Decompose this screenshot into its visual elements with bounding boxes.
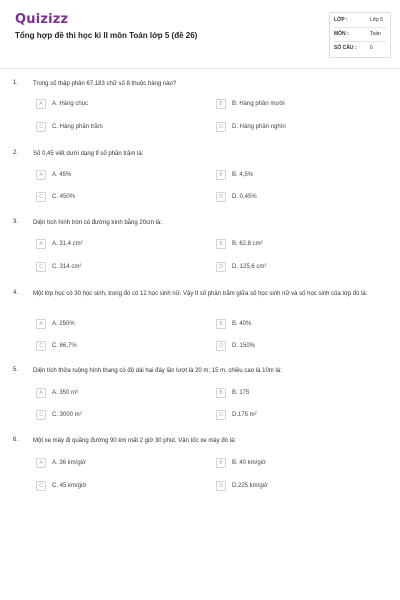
option-text: A. 350 m² — [52, 390, 79, 396]
option-a[interactable] — [36, 99, 196, 109]
question-text: Số 0,45 viết dưới dạng tỉ số phần trăm là: — [33, 151, 144, 157]
option-b[interactable] — [216, 170, 376, 180]
option-a[interactable] — [36, 388, 196, 398]
option-d[interactable] — [216, 122, 376, 132]
question-number: 2. — [13, 150, 19, 156]
option-b[interactable] — [216, 239, 376, 249]
option-b[interactable] — [216, 388, 376, 398]
option-d[interactable] — [216, 262, 376, 272]
question-text: Một lớp học có 30 học sinh, trong đó có 12 học sinh nữ. Vậy tỉ số phần trăm giữa số học sinh nữ và số học sinh của lớp đó là: — [33, 291, 368, 297]
option-c[interactable] — [36, 192, 196, 202]
option-text: A. 45% — [52, 172, 72, 178]
option-text: D. 150% — [232, 343, 256, 349]
option-letter-badge: A — [36, 99, 46, 109]
option-letter-badge: B — [216, 388, 226, 398]
option-text: B. Hàng phần mười — [232, 101, 285, 107]
option-letter-badge: A — [36, 239, 46, 249]
meta-key: SỐ CÂU : — [334, 45, 357, 51]
meta-separator — [334, 27, 386, 28]
option-letter-badge: B — [216, 239, 226, 249]
meta-value: Toán — [370, 31, 381, 37]
option-text: C. 45 km/giờ — [52, 483, 87, 489]
meta-key: MÔN : — [334, 31, 349, 37]
option-d[interactable] — [216, 192, 376, 202]
option-d[interactable] — [216, 341, 376, 351]
header-divider — [0, 68, 400, 69]
option-a[interactable] — [36, 319, 196, 329]
question-number: 4. — [13, 290, 19, 296]
worksheet-title: Tổng hợp đề thi học kì II môn Toán lớp 5 (đề 26) — [15, 31, 198, 40]
option-letter-badge: C — [36, 341, 46, 351]
option-text: D.175 m² — [232, 412, 257, 418]
option-text: D.225 km/giờ — [232, 483, 268, 489]
option-letter-badge: C — [36, 410, 46, 420]
option-c[interactable] — [36, 341, 196, 351]
option-b[interactable] — [216, 319, 376, 329]
option-c[interactable] — [36, 122, 196, 132]
option-a[interactable] — [36, 170, 196, 180]
option-text: B. 40% — [232, 321, 252, 327]
option-a[interactable] — [36, 239, 196, 249]
option-text: B. 40 km/giờ — [232, 460, 266, 466]
option-letter-badge: D — [216, 192, 226, 202]
option-text: A. 31,4 cm² — [52, 241, 83, 247]
option-letter-badge: B — [216, 99, 226, 109]
question-text: Trong số thập phân 67,183 chữ số 8 thuộc hàng nào? — [33, 81, 177, 87]
option-text: B. 62,8 cm² — [232, 241, 263, 247]
meta-row-subject — [334, 31, 386, 41]
option-c[interactable] — [36, 410, 196, 420]
option-text: C. Hàng phần trăm — [52, 124, 103, 130]
question-number: 6. — [13, 437, 19, 443]
option-b[interactable] — [216, 458, 376, 468]
question-number: 1. — [13, 80, 19, 86]
option-letter-badge: B — [216, 458, 226, 468]
option-text: A. 250% — [52, 321, 75, 327]
quizizz-logo: Quizizz — [15, 12, 69, 27]
option-letter-badge: D — [216, 410, 226, 420]
option-text: C. 3000 m² — [52, 412, 82, 418]
option-text: C. 314 cm² — [52, 264, 82, 270]
question-number: 5. — [13, 367, 19, 373]
option-text: B. 175 — [232, 390, 250, 396]
option-b[interactable] — [216, 99, 376, 109]
question-text: Diện tích hình tròn có đường kính bằng 20cm là: — [33, 220, 163, 226]
option-letter-badge: D — [216, 341, 226, 351]
option-c[interactable] — [36, 262, 196, 272]
question-text: Một xe máy đi quãng đường 90 km mất 2 giờ 30 phút. Vận tốc xe máy đó là: — [33, 438, 236, 444]
meta-key: LỚP : — [334, 17, 348, 23]
option-letter-badge: A — [36, 388, 46, 398]
meta-value: 6 — [370, 45, 373, 51]
option-letter-badge: C — [36, 122, 46, 132]
option-letter-badge: D — [216, 262, 226, 272]
question-text: Diện tích thửa ruộng hình thang có độ dài hai đáy lần lượt là 20 m; 15 m, chiều cao là 10m là: — [33, 368, 282, 374]
option-letter-badge: D — [216, 481, 226, 491]
option-c[interactable] — [36, 481, 196, 491]
option-a[interactable] — [36, 458, 196, 468]
meta-value: Lớp 5 — [370, 17, 384, 23]
meta-row-grade — [334, 17, 386, 27]
option-d[interactable] — [216, 410, 376, 420]
option-letter-badge: C — [36, 262, 46, 272]
option-letter-badge: C — [36, 481, 46, 491]
option-text: C. 66,7% — [52, 343, 77, 349]
option-letter-badge: A — [36, 319, 46, 329]
option-text: A. 36 km/giờ — [52, 460, 86, 466]
option-text: B. 4,5% — [232, 172, 254, 178]
question-number: 3. — [13, 219, 19, 225]
option-letter-badge: D — [216, 122, 226, 132]
option-d[interactable] — [216, 481, 376, 491]
option-text: D. 125,6 cm² — [232, 264, 267, 270]
option-text: A. Hàng chục — [52, 101, 89, 107]
option-letter-badge: B — [216, 170, 226, 180]
option-letter-badge: C — [36, 192, 46, 202]
option-letter-badge: A — [36, 170, 46, 180]
option-text: D. 0,45% — [232, 194, 257, 200]
option-letter-badge: A — [36, 458, 46, 468]
meta-info-box — [329, 12, 391, 58]
meta-separator — [334, 41, 386, 42]
option-letter-badge: B — [216, 319, 226, 329]
option-text: C. 450% — [52, 194, 76, 200]
meta-row-question-count — [334, 45, 386, 55]
option-text: D. Hàng phần nghìn — [232, 124, 286, 130]
